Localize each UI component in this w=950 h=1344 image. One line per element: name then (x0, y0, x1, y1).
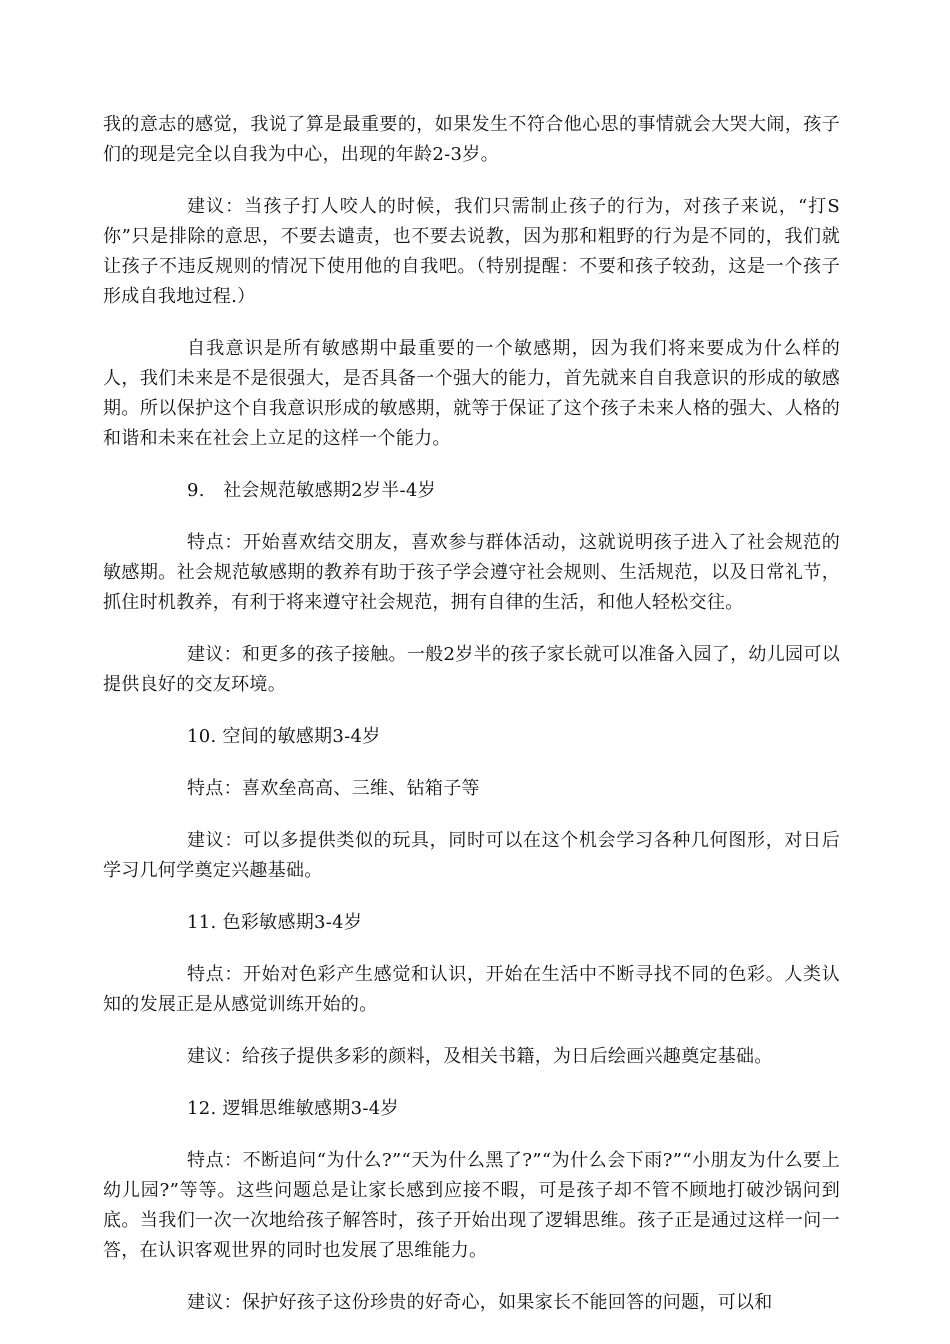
section-heading-10: 10. 空间的敏感期3-4岁 (187, 726, 381, 747)
paragraph-features: 特点：喜欢垒高高、三维、钻箱子等 (187, 778, 480, 799)
paragraph-features: 特点：开始对色彩产生感觉和认识，开始在生活中不断寻找不同的色彩。人类认知的发展正是从感觉训练开始的。 (103, 964, 840, 1015)
section-heading-9: 9. 社会规范敏感期2岁半-4岁 (187, 480, 436, 501)
paragraph-features: 特点：开始喜欢结交朋友，喜欢参与群体活动，这就说明孩子进入了社会规范的敏感期。社会规范敏感期的教养有助于孩子学会遵守社会规则、生活规范，以及日常礼节，抓住时机教养，有利于将来遵守社会规范，拥有自律的生活，和他人轻松交往。 (103, 532, 840, 613)
paragraph-self-awareness: 自我意识是所有敏感期中最重要的一个敏感期，因为我们将来要成为什么样的人，我们未来是不是很强大，是否具备一个强大的能力，首先就来自自我意识的形成的敏感期。所以保护这个自我意识形成的敏感期，就等于保证了这个孩子未来人格的强大、人格的和谐和未来在社会上立足的这样一个能力。 (103, 338, 840, 449)
paragraph-continued: 我的意志的感觉，我说了算是最重要的，如果发生不符合他心思的事情就会大哭大闹，孩子们的现是完全以自我为中心，出现的年龄2-3岁。 (103, 114, 840, 165)
paragraph-suggestion: 建议：保护好孩子这份珍贵的好奇心，如果家长不能回答的问题，可以和 (187, 1292, 773, 1313)
section-heading-11: 11. 色彩敏感期3-4岁 (187, 912, 363, 933)
paragraph-suggestion: 建议：当孩子打人咬人的时候，我们只需制止孩子的行为，对孩子来说，“打S你”只是排除的意思，不要去谴责，也不要去说教，因为那和粗野的行为是不同的，我们就让孩子不违反规则的情况下使用他的自我吧。（特别提醒：不要和孩子较劲，这是一个孩子形成自我地过程.） (103, 196, 840, 307)
paragraph-features: 特点：不断追问“为什么?”“天为什么黑了?”“为什么会下雨?”“小朋友为什么要上幼儿园?”等等。这些问题总是让家长感到应接不暇，可是孩子却不管不顾地打破沙锅问到底。当我们一次一次地给孩子解答时，孩子开始出现了逻辑思维。孩子正是通过这样一问一答，在认识客观世界的同时也发展了思维能力。 (103, 1150, 840, 1261)
section-heading-12: 12. 逻辑思维敏感期3-4岁 (187, 1098, 399, 1119)
document-body (103, 110, 840, 1340)
paragraph-suggestion: 建议：和更多的孩子接触。一般2岁半的孩子家长就可以准备入园了，幼儿园可以提供良好的交友环境。 (103, 644, 840, 695)
paragraph-suggestion: 建议：可以多提供类似的玩具，同时可以在这个机会学习各种几何图形，对日后学习几何学奠定兴趣基础。 (103, 830, 840, 881)
paragraph-suggestion: 建议：给孩子提供多彩的颜料，及相关书籍，为日后绘画兴趣奠定基础。 (187, 1046, 773, 1067)
